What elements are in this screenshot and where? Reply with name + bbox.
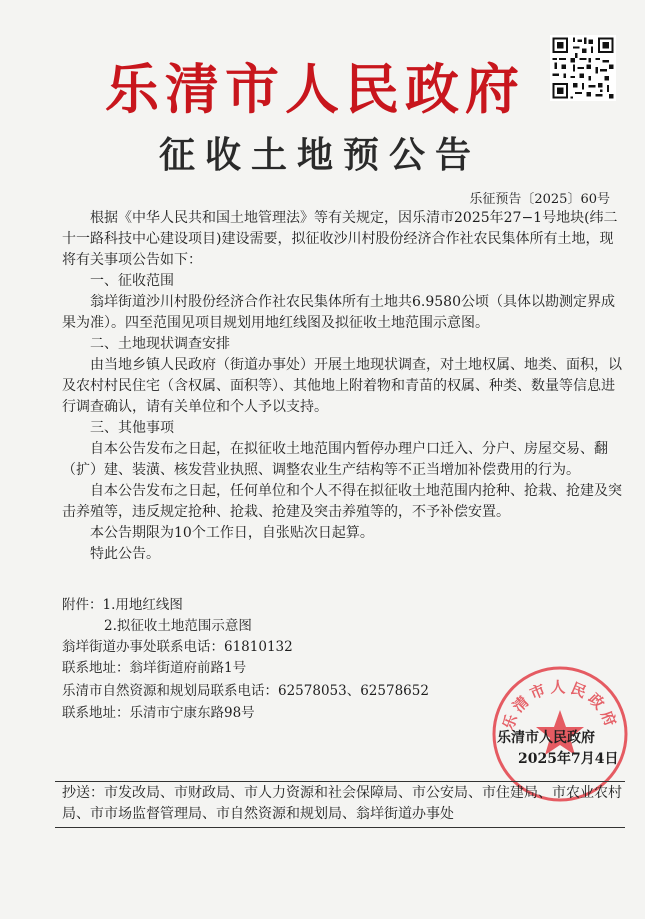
section2-heading: 二、土地现状调查安排 [90,336,230,352]
section3-paragraph-1: 自本公告发布之日起，在拟征收土地范围内暂停办理户口迁入、分户、房屋交易、翻（扩）建、装潢、核发营业执照、调整农业生产结构等不正当增加补偿费用的行为。 [62,441,608,478]
section3-paragraph-3: 本公告期限为10个工作日，自张贴次日起算。 [90,525,374,541]
contact-address-street-office: 联系地址：翁垟街道府前路1号 [62,660,247,676]
document-number: 乐征预告〔2025〕60号 [469,192,610,207]
attachment-label: 附件： [62,597,103,613]
notice-body [62,208,622,565]
section3-paragraph-2: 自本公告发布之日起，任何单位和个人不得在拟征收土地范围内抢种、抢栽、抢建及突击养殖等，违反规定抢种、抢栽、抢建及突击养殖等的，不予补偿安置。 [62,483,622,520]
cc-bottom-divider [55,827,625,828]
issuer-title: 乐清市人民政府 [105,58,525,121]
contact-phone-resources-bureau: 乐清市自然资源和规划局联系电话：62578053、62578652 [62,683,429,699]
closing-line: 特此公告。 [90,546,160,562]
attachment-line-1 [62,595,183,616]
section2-paragraph: 由当地乡镇人民政府（街道办事处）开展土地现状调查，对土地权属、地类、面积，以及农村村民住宅（含权属、面积等）、其他地上附着物和青苗的权属、种类、数量等信息进行调查确认，请有关单位和个人予以支持。 [62,357,622,415]
cc-list: 抄送：市发改局、市财政局、市人力资源和社会保障局、市公安局、市住建局、市农业农村局、市市场监督管理局、市自然资源和规划局、翁垟街道办事处 [62,785,622,822]
issue-date: 2025年7月4日 [518,751,619,767]
section1-heading: 一、征收范围 [90,273,174,289]
qr-code-icon [550,35,616,101]
cc-top-divider [55,781,625,782]
attachment-item-2: 2.拟征收土地范围示意图 [104,618,252,634]
attachment-item-1: 1.用地红线图 [102,597,183,613]
contact-phone-street-office: 翁垟街道办事处联系电话：61810132 [62,639,293,655]
section1-paragraph: 翁垟街道沙川村股份经济合作社农民集体所有土地共6.9580公顷（具体以勘测定界成果为准）。四至范围见项目规划用地红线图及拟征收土地范围示意图。 [62,294,615,331]
issuer-signature: 乐清市人民政府 [497,730,595,746]
section3-heading: 三、其他事项 [90,420,174,436]
seal-text: 乐清市人民政府 [498,678,622,733]
contact-address-resources-bureau: 联系地址：乐清市宁康东路98号 [62,705,255,721]
intro-paragraph: 根据《中华人民共和国土地管理法》等有关规定，因乐清市2025年27−1号地块(纬二十一路科技中心建设项目)建设需要，拟征收沙川村股份经济合作社农民集体所有土地，现将有关事项公告如下： [62,210,618,268]
notice-title: 征收土地预公告 [158,134,481,176]
